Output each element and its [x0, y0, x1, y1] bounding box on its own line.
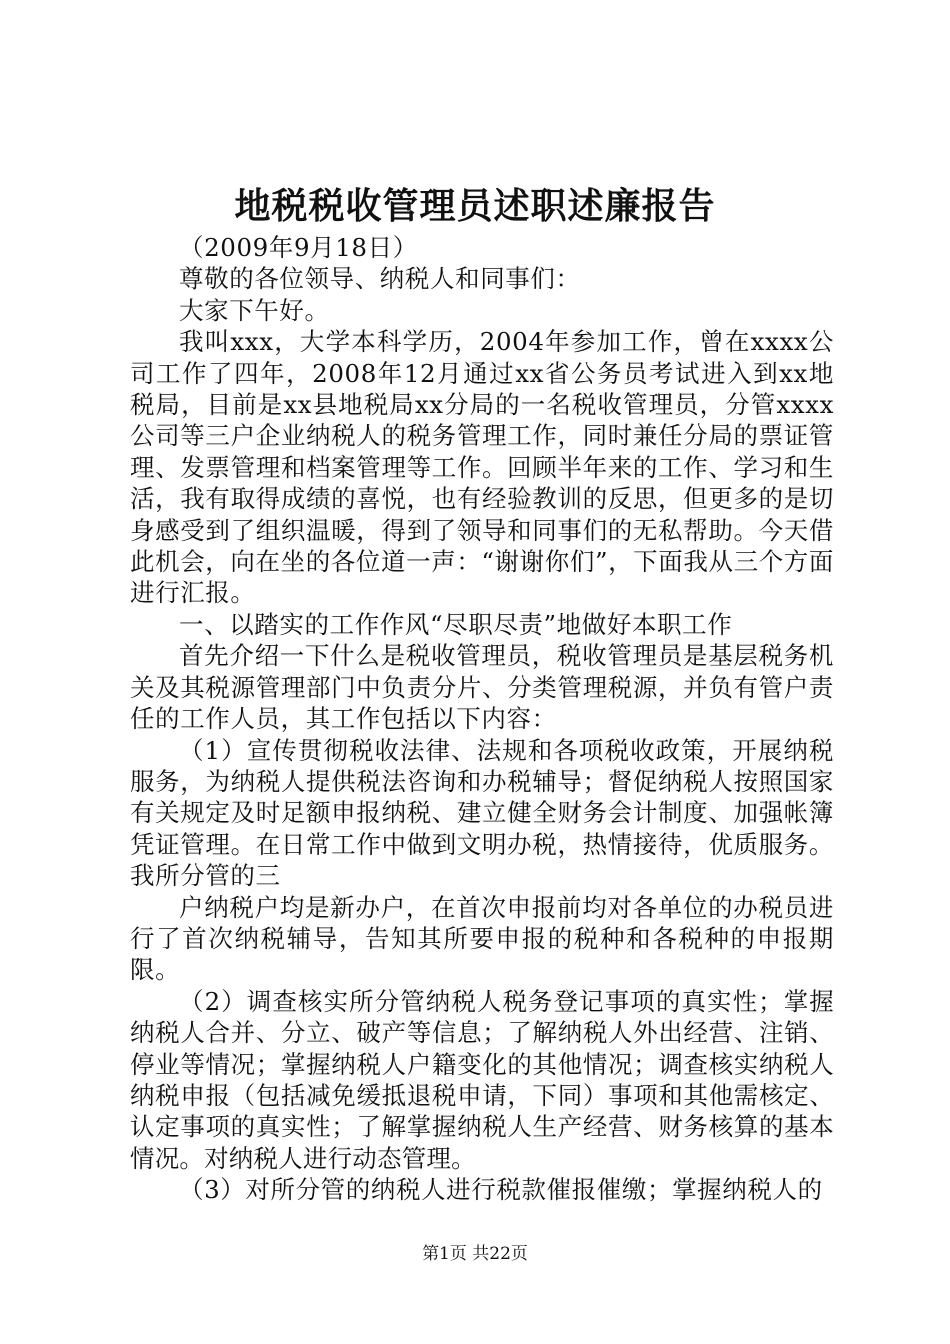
salutation: 尊敬的各位领导、纳税人和同事们：	[179, 264, 581, 294]
greeting: 大家下午好。	[179, 295, 330, 325]
document-body	[130, 232, 834, 1206]
document-title: 地税税收管理员述职述廉报告	[234, 185, 716, 227]
paragraph-introduction: 我叫xxx，大学本科学历，2004年参加工作，曾在xxxx公司工作了四年，2008年12月通过xx省公务员考试进入到xx地税局，目前是xx县地税局xx分局的一名税收管理员，分管xxxx公司等三户企业纳税人的税务管理工作，同时兼任分局的票证管理、发票管理和档案管理等工作。回顾半年来的工作、学习和生活，我有取得成绩的喜悦，也有经验教训的反思，但更多的是切身感受到了组织温暖，得到了领导和同事们的无私帮助。今天借此机会，向在坐的各位道一声：“谢谢你们”，下面我从三个方面进行汇报。	[130, 327, 834, 608]
paragraph-item-2: （2）调查核实所分管纳税人税务登记事项的真实性；掌握纳税人合并、分立、破产等信息；了解纳税人外出经营、注销、停业等情况；掌握纳税人户籍变化的其他情况；调查核实纳税人纳税申报（包括减免缓抵退税申请，下同）事项和其他需核定、认定事项的真实性；了解掌握纳税人生产经营、财务核算的基本情况。对纳税人进行动态管理。	[130, 986, 834, 1173]
paragraph-item-1: （1）宣传贯彻税收法律、法规和各项税收政策，开展纳税服务，为纳税人提供税法咨询和办税辅导；督促纳税人按照国家有关规定及时足额申报纳税、建立健全财务会计制度、加强帐簿凭证管理。在日常工作中做到文明办税，热情接待，优质服务。我所分管的三	[130, 735, 834, 891]
page-footer: 第1页 共22页	[422, 1244, 528, 1264]
paragraph-item-1-continued: 户纳税户均是新办户，在首次申报前均对各单位的办税员进行了首次纳税辅导，告知其所要申报的税种和各税种的申报期限。	[130, 892, 834, 985]
section-heading-1: 一、以踏实的工作作风“尽职尽责”地做好本职工作	[179, 609, 733, 639]
report-date: （2009年9月18日）	[179, 233, 418, 262]
paragraph-definition: 首先介绍一下什么是税收管理员，税收管理员是基层税务机关及其税源管理部门中负责分片、分类管理税源，并负有管户责任的工作人员，其工作包括以下内容：	[130, 641, 834, 734]
paragraph-item-3: （3）对所分管的纳税人进行税款催报催缴；掌握纳税人的	[179, 1175, 823, 1205]
